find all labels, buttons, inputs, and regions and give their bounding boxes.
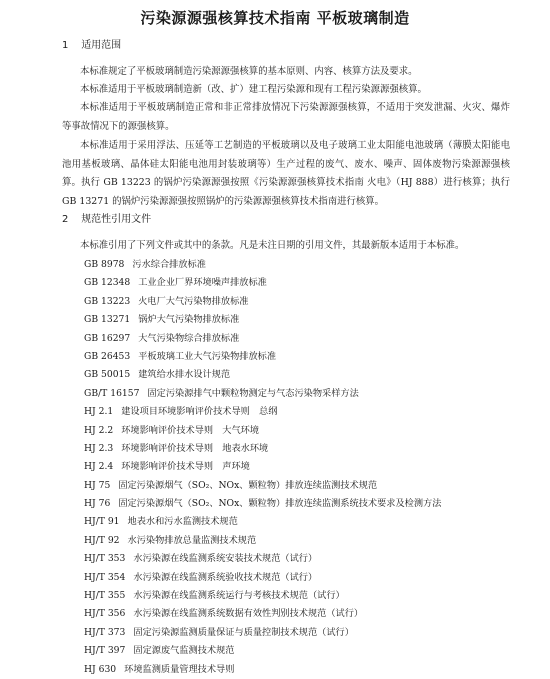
reference-item	[84, 587, 441, 605]
reference-title: 环境影响评价技术导则 声环境	[121, 461, 250, 473]
reference-code: GB 50015	[84, 369, 131, 381]
reference-title: 污水综合排放标准	[132, 259, 206, 270]
reference-item	[84, 403, 441, 421]
reference-code: HJ/T 91	[84, 516, 120, 528]
reference-code: GB 12348	[84, 277, 131, 289]
reference-title: 地表水和污水监测技术规范	[127, 516, 238, 528]
section-1-paragraph-1: 本标准规定了平板玻璃制造污染源源强核算的基本原则、内容、核算方法及要求。	[80, 66, 418, 77]
reference-title: 平板玻璃工业大气污染物排放标准	[138, 350, 277, 362]
section-2-intro: 本标准引用了下列文件或其中的条款。凡是未注日期的引用文件，其最新版本适用于本标准。	[80, 240, 465, 251]
reference-title: 水污染源在线监测系统运行与考核技术规范（试行）	[133, 590, 345, 602]
reference-code: HJ/T 355	[84, 590, 126, 602]
reference-item	[84, 624, 441, 642]
reference-title: 建筑给水排水设计规范	[138, 369, 231, 381]
reference-item	[84, 458, 441, 476]
section-1-number: 1	[62, 40, 69, 51]
reference-code: GB/T 16157	[84, 387, 140, 399]
reference-item	[84, 385, 441, 403]
reference-code: GB 26453	[84, 350, 131, 362]
reference-item	[84, 569, 441, 587]
reference-code: HJ 2.3	[84, 442, 114, 454]
reference-title: 固定污染源烟气（SO₂、NOx、颗粒物）排放连续监测技术规范	[118, 479, 378, 491]
reference-item	[84, 513, 441, 531]
section-2-number: 2	[62, 214, 69, 225]
section-1-paragraph-2: 本标准适用于平板玻璃制造新（改、扩）建工程污染源和现有工程污染源源强核算。	[80, 84, 427, 95]
reference-title: 水污染物排放总量监测技术规范	[127, 534, 257, 546]
reference-code: HJ/T 356	[84, 608, 126, 620]
reference-code: HJ 630	[84, 663, 117, 675]
document-title: 污染源源强核算技术指南 平板玻璃制造	[140, 9, 410, 27]
reference-title: 固定源废气监测技术规范	[133, 645, 235, 657]
reference-code: HJ 2.2	[84, 424, 114, 436]
section-1-title: 适用范围	[81, 40, 122, 51]
section-1-heading	[62, 39, 121, 53]
reference-item	[84, 256, 441, 274]
reference-list	[84, 256, 441, 679]
reference-title: 水污染源在线监测系统数据有效性判别技术规范（试行）	[133, 608, 364, 620]
reference-item	[84, 440, 441, 458]
reference-code: HJ 75	[84, 479, 111, 491]
reference-item	[84, 495, 441, 513]
reference-item	[84, 311, 441, 329]
reference-item	[84, 642, 441, 660]
reference-title: 水污染源在线监测系统验收技术规范（试行）	[133, 571, 318, 583]
reference-item	[84, 532, 441, 550]
reference-item	[84, 550, 441, 568]
reference-code: GB 13271	[84, 314, 131, 326]
reference-item	[84, 330, 441, 348]
reference-title: 固定污染源烟气（SO₂、NOx、颗粒物）排放连续监测系统技术要求及检测方法	[118, 498, 442, 510]
reference-code: HJ/T 353	[84, 553, 126, 565]
reference-item	[84, 274, 441, 292]
reference-code: HJ 76	[84, 498, 111, 510]
reference-title: 建设项目环境影响评价技术导则 总纲	[121, 406, 278, 418]
section-1-paragraph-3: 本标准适用于平板玻璃制造正常和非正常排放情况下污染源源强核算，不适用于突发泄漏、火灾、爆炸等事故情况下的源强核算。	[62, 102, 510, 132]
reference-title: 大气污染物综合排放标准	[138, 332, 240, 344]
section-2-heading	[62, 213, 151, 227]
reference-title: 水污染源在线监测系统安装技术规范（试行）	[133, 553, 318, 565]
reference-title: 火电厂大气污染物排放标准	[138, 295, 249, 307]
reference-code: HJ/T 397	[84, 645, 126, 657]
reference-item	[84, 605, 441, 623]
reference-code: HJ/T 354	[84, 571, 126, 583]
reference-code: HJ 2.1	[84, 406, 114, 418]
reference-title: 环境影响评价技术导则 大气环境	[121, 424, 260, 436]
reference-code: HJ/T 92	[84, 534, 120, 546]
section-1-paragraph-4: 本标准适用于采用浮法、压延等工艺制造的平板玻璃以及电子玻璃工业太阳能电池玻璃（薄膜太阳能电池用基板玻璃、晶体硅太阳能电池用封装玻璃等）生产过程的废气、废水、噪声、固体废物污染源源强核算。执行 GB 13223 的锅炉污染源源强按照《污染源源强核算技术指南 火电》（HJ 888）进行核算；执行 GB 13271 的锅炉污染源源强按照锅炉的污染源源强核算技术指南进行核算。	[62, 140, 510, 207]
section-2-title: 规范性引用文件	[81, 214, 152, 225]
reference-code: HJ 2.4	[84, 461, 114, 473]
reference-title: 固定污染源监测质量保证与质量控制技术规范（试行）	[133, 626, 354, 638]
reference-title: 固定污染源排气中颗粒物测定与气态污染物采样方法	[147, 387, 359, 399]
reference-code: GB 16297	[84, 332, 131, 344]
reference-code: HJ/T 373	[84, 626, 126, 638]
reference-item	[84, 477, 441, 495]
reference-item	[84, 366, 441, 384]
reference-title: 环境影响评价技术导则 地表水环境	[121, 442, 269, 454]
reference-title: 工业企业厂界环境噪声排放标准	[138, 277, 267, 289]
reference-item	[84, 293, 441, 311]
reference-item	[84, 422, 441, 440]
reference-item	[84, 661, 441, 679]
reference-code: GB 8978	[84, 259, 125, 270]
reference-title: 环境监测质量管理技术导则	[124, 663, 235, 675]
reference-title: 锅炉大气污染物排放标准	[138, 314, 240, 326]
reference-code: GB 13223	[84, 295, 131, 307]
reference-item	[84, 348, 441, 366]
